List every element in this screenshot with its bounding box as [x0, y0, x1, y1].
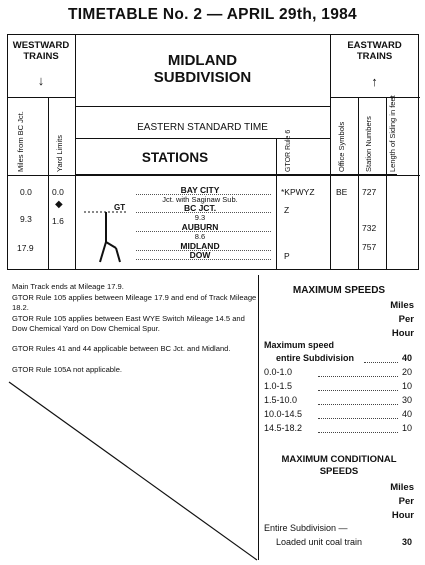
- note-item: GTOR Rule 105A not applicable.: [12, 365, 123, 374]
- max-speeds-title: MAXIMUM SPEEDS: [292, 285, 386, 296]
- entire-label: Maximum speed: [264, 340, 335, 350]
- gt-label: GT: [114, 203, 126, 212]
- note-item: GTOR Rule 105 applies between Mileage 17.9 and end of Track Mileage 18.2.: [12, 293, 257, 312]
- speed-units: Miles Per Hour: [390, 300, 414, 339]
- office-symbols-column-header: Office Symbols: [337, 121, 346, 172]
- dot-leader: [318, 390, 398, 391]
- entire-speed: 40: [402, 353, 413, 363]
- arrow-up-icon: ↑: [371, 74, 378, 89]
- dot-leader: [318, 376, 398, 377]
- cancel-diagonal: [7, 380, 259, 562]
- yard-limit-diamond-icon: ◆: [55, 199, 63, 210]
- gtor-column-header: GTOR Rule 6: [285, 129, 292, 172]
- dot-leader: [318, 432, 398, 433]
- speed-value: 40: [402, 409, 413, 419]
- speed-value: 10: [402, 381, 413, 391]
- station-name: AUBURN: [181, 222, 219, 232]
- miles-value: 9.3: [20, 214, 32, 224]
- conditional-label: Entire Subdivision —: [264, 523, 348, 533]
- gtor-code: Z: [284, 205, 290, 215]
- speed-value: 10: [402, 423, 413, 433]
- yard-limit-start: 0.0: [52, 187, 64, 197]
- station-name: MIDLAND: [180, 241, 220, 251]
- miles-value: 0.0: [20, 187, 32, 197]
- station-number: 727: [362, 187, 377, 197]
- conditional-units: Miles Per Hour: [390, 482, 414, 521]
- yard-limit-end: 1.6: [52, 216, 64, 226]
- siding-column-header: Length of Siding in feet: [388, 95, 397, 172]
- gtor-code: P: [284, 251, 290, 261]
- station-name: DOW: [189, 250, 211, 260]
- speed-range: 1.0-1.5: [264, 381, 293, 391]
- subdivision-name: MIDLAND SUBDIVISION: [153, 52, 252, 86]
- dot-leader: [318, 418, 398, 419]
- speed-value: 30: [402, 395, 413, 405]
- miles-column-header: Miles from BC Jct.: [16, 111, 25, 172]
- conditional-speed: 30: [402, 537, 413, 547]
- miles-value: 17.9: [17, 243, 34, 253]
- speed-range: 10.0-14.5: [264, 409, 303, 419]
- speed-value: 20: [402, 367, 413, 377]
- station-name: BC JCT.: [183, 203, 217, 213]
- eastward-header: EASTWARD TRAINS: [347, 40, 402, 62]
- office-symbol: BE: [336, 187, 348, 197]
- note-item: Main Track ends at Mileage 17.9.: [12, 282, 124, 291]
- speed-range: 0.0-1.0: [264, 367, 293, 377]
- station-number: 732: [362, 223, 377, 233]
- conditional-title: MAXIMUM CONDITIONAL SPEEDS: [281, 454, 397, 477]
- dot-leader: [318, 404, 398, 405]
- entire-label: entire Subdivision: [276, 353, 355, 363]
- distance-label: 8.6: [194, 232, 206, 241]
- station-number: 757: [362, 242, 377, 252]
- speed-range: 1.5-10.0: [264, 395, 298, 405]
- gtor-code: *KPWYZ: [281, 187, 315, 197]
- station-subtitle: Jct. with Saginaw Sub.: [162, 195, 238, 204]
- distance-label: 9.3: [194, 213, 206, 222]
- arrow-down-icon: ↓: [37, 73, 45, 88]
- speed-range: 14.5-18.2: [264, 423, 303, 433]
- note-item: GTOR Rules 41 and 44 applicable between BC Jct. and Midland.: [12, 344, 231, 353]
- conditional-label: Loaded unit coal train: [276, 537, 363, 547]
- page-title: TIMETABLE No. 2 — APRIL 29th, 1984: [68, 6, 357, 23]
- yard-limits-column-header: Yard Limits: [55, 135, 64, 172]
- station-numbers-column-header: Station Numbers: [364, 116, 373, 172]
- stations-header: STATIONS: [141, 150, 209, 165]
- station-name: BAY CITY: [180, 185, 220, 195]
- westward-header: WESTWARD TRAINS: [12, 40, 70, 62]
- time-zone: EASTERN STANDARD TIME: [137, 122, 268, 133]
- note-item: GTOR Rule 105 applies between East WYE Switch Mileage 14.5 and Dow Chemical Yard on Dow Chemical Spur.: [12, 314, 245, 333]
